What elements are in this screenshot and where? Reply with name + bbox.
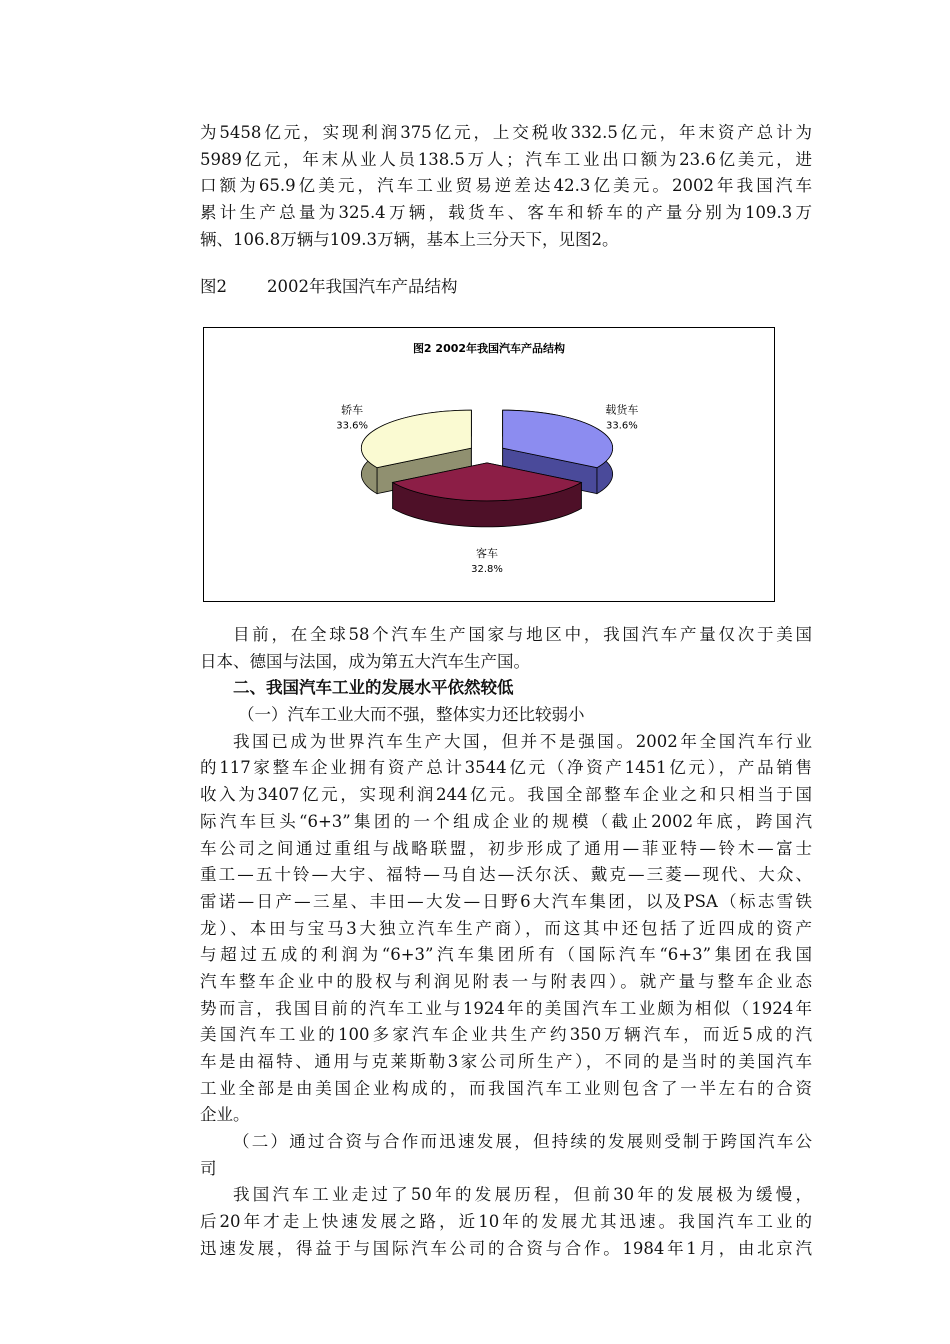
text-line: 为5458亿元，实现利润375亿元，上交税收332.5亿元，年末资产总计为 [200, 123, 812, 142]
slice-percent-label: 33.6% [336, 420, 369, 432]
text-line: 雷诺—日产—三星、丰田—大发—日野6大汽车集团，以及PSA（标志雪铁 [200, 891, 812, 911]
slice-percent-label: 32.8% [471, 564, 503, 575]
figure-number: 图2 [200, 277, 227, 296]
text-line: 与超过五成的利润为“6+3”汽车集团所有（国际汽车“6+3”集团在我国 [200, 945, 812, 965]
text-line: 势而言，我国目前的汽车工业与1924年的美国汽车工业颇为相似（1924年 [200, 998, 812, 1018]
text-line: 美国汽车工业的100多家汽车企业共生产约350万辆汽车，而近5成的汽 [200, 1025, 812, 1045]
text-line: 车是由福特、通用与克莱斯勒3家公司所生产），不同的是当时的美国汽车 [200, 1052, 812, 1071]
text-line: 口额为65.9亿美元，汽车工业贸易逆差达42.3亿美元。2002年我国汽车 [200, 176, 812, 196]
chart-title: 图2 2002年我国汽车产品结构 [412, 342, 566, 355]
text-line: 司 [200, 1158, 217, 1178]
text-line: 工业全部是由美国企业构成的，而我国汽车工业则包含了一半左右的合资 [200, 1078, 812, 1098]
paragraph-bottom [200, 622, 812, 1263]
text-line: 龙）、本田与宝马3大独立汽车生产商），而这其中还包括了近四成的资产 [200, 918, 812, 938]
pie-chart [203, 327, 775, 602]
subsection-heading: （一）汽车工业大而不强，整体实力还比较弱小 [238, 705, 585, 725]
text-line: 企业。 [200, 1105, 250, 1125]
text-line: 5989亿元，年末从业人员138.5万人；汽车工业出口额为23.6亿美元，进 [200, 149, 812, 169]
pie-chart-svg [204, 328, 774, 601]
text-line: 日本、德国与法国，成为第五大汽车生产国。 [200, 651, 530, 671]
slice-name-label: 客车 [476, 547, 498, 560]
slice-name-label: 轿车 [341, 403, 364, 417]
figure-title: 2002年我国汽车产品结构 [267, 277, 458, 296]
text-line: 辆、106.8万辆与109.3万辆，基本上三分天下，见图2。 [200, 229, 619, 249]
section-heading: 二、我国汽车工业的发展水平依然较低 [233, 678, 514, 698]
text-line: 目前，在全球58个汽车生产国家与地区中，我国汽车产量仅次于美国 [233, 625, 812, 644]
text-line: 重工—五十铃—大宇、福特—马自达—沃尔沃、戴克—三菱—现代、大众、 [200, 865, 812, 885]
slice-name-label: 载货车 [605, 403, 639, 417]
text-line: 车公司之间通过重组与战略联盟，初步形成了通用—菲亚特—铃木—富士 [200, 838, 812, 858]
text-line: 我国汽车工业走过了50年的发展历程，但前30年的发展极为缓慢， [233, 1185, 812, 1205]
text-line: 收入为3407亿元，实现利润244亿元。我国全部整车企业之和只相当于国 [200, 785, 812, 805]
paragraph-top [200, 120, 812, 253]
text-line: 累计生产总量为325.4万辆，载货车、客车和轿车的产量分别为109.3万 [200, 203, 812, 223]
slice-percent-label: 33.6% [605, 420, 638, 432]
text-line: 的117家整车企业拥有资产总计3544亿元（净资产1451亿元），产品销售 [200, 758, 812, 778]
text-line: 汽车整车企业中的股权与利润见附表一与附表四）。就产量与整车企业态 [200, 971, 812, 991]
text-line: 际汽车巨头“6+3”集团的一个组成企业的规模（截止2002年底，跨国汽 [200, 811, 812, 831]
text-line: 迅速发展，得益于与国际汽车公司的合资与合作。1984年1月，由北京汽 [200, 1238, 812, 1258]
text-line: 我国已成为世界汽车生产大国，但并不是强国。2002年全国汽车行业 [233, 731, 812, 751]
text-line: 后20年才走上快速发展之路，近10年的发展尤其迅速。我国汽车工业的 [200, 1212, 812, 1232]
figure-caption [200, 273, 458, 297]
subsection-heading: （二）通过合资与合作而迅速发展，但持续的发展则受制于跨国汽车公 [233, 1132, 812, 1152]
